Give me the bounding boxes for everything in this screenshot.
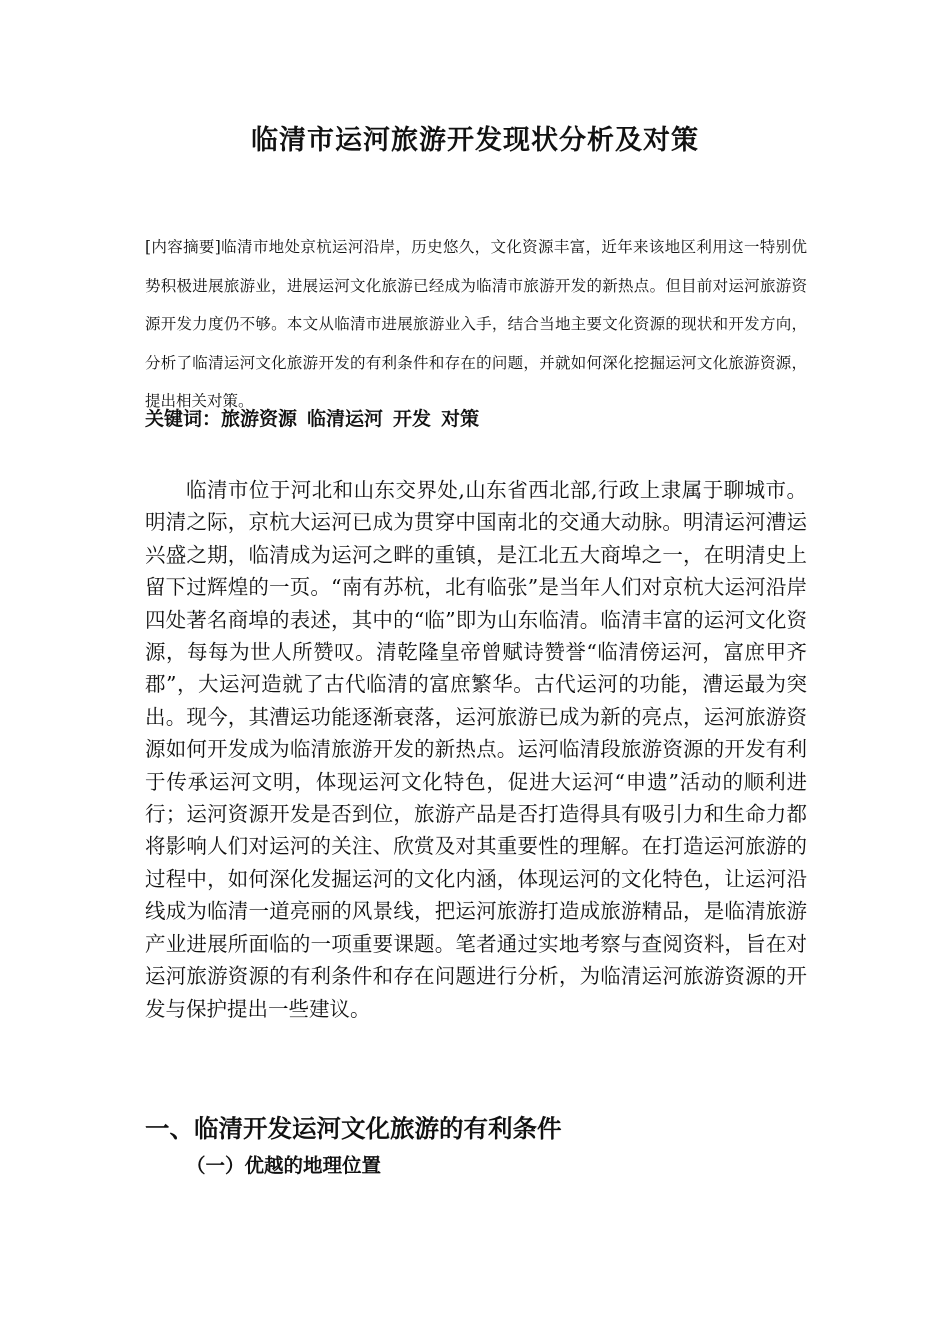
keyword-item: 对策 — [441, 408, 480, 430]
body-paragraph: 临清市位于河北和山东交界处,山东省西北部,行政上隶属于聊城市。明清之际，京杭大运河已成为贯穿中国南北的交通大动脉。明清运河漕运兴盛之期，临清成为运河之畔的重镇，是江北五大商埠之一，在明清史上留下过辉煌的一页。“南有苏杭，北有临张”是当年人们对京杭大运河沿岸四处著名商埠的表述，其中的“临”即为山东临清。临清丰富的运河文化资源，每每为世人所赞叹。清乾隆皇帝曾赋诗赞誉“临清傍运河，富庶甲齐郡”，大运河造就了古代临清的富庶繁华。古代运河的功能，漕运最为突出。现今，其漕运功能逐渐衰落，运河旅游已成为新的亮点，运河旅游资源如何开发成为临清旅游开发的新热点。运河临清段旅游资源的开发有利于传承运河文明，体现运河文化特色，促进大运河“申遗”活动的顺利进行；运河资源开发是否到位，旅游产品是否打造得具有吸引力和生命力都将影响人们对运河的关注、欣赏及对其重要性的理解。在打造运河旅游的过程中，如何深化发掘运河的文化内涵，体现运河的文化特色，让运河沿线成为临清一道亮丽的风景线，把运河旅游打造成旅游精品，是临清旅游产业进展所面临的一项重要课题。笔者通过实地考察与查阅资料，旨在对运河旅游资源的有利条件和存在问题进行分析，为临清运河旅游资源的开发与保护提出一些建议。 — [145, 478, 807, 1021]
subsection-heading: （一）优越的地理位置 — [186, 1154, 382, 1177]
document-title: 临清市运河旅游开发现状分析及对策 — [251, 125, 699, 156]
keywords-label: 关键词： — [145, 408, 222, 430]
keyword-item: 旅游资源 — [221, 408, 298, 430]
keywords-line — [145, 404, 807, 431]
keyword-item: 临清运河 — [307, 408, 384, 430]
keyword-item: 开发 — [393, 408, 432, 430]
abstract-paragraph: [内容摘要]临清市地处京杭运河沿岸，历史悠久，文化资源丰富，近年来该地区利用这一特别优势积极进展旅游业，进展运河文化旅游已经成为临清市旅游开发的新热点。但目前对运河旅游资源开发力度仍不够。本文从临清市进展旅游业入手，结合当地主要文化资源的现状和开发方向，分析了临清运河文化旅游开发的有利条件和存在的问题，并就如何深化挖掘运河文化旅游资源，提出相关对策。 — [145, 238, 807, 410]
section-heading: 一、临清开发运河文化旅游的有利条件 — [145, 1114, 562, 1143]
